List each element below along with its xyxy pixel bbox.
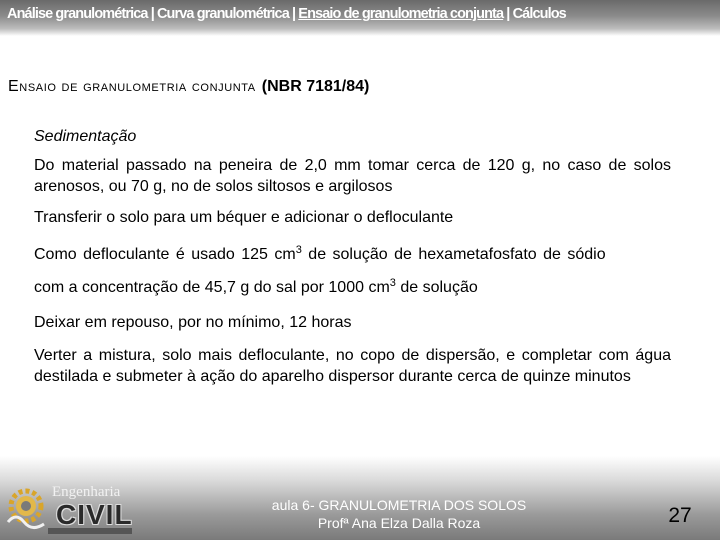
section-subtitle: Sedimentação <box>34 128 137 145</box>
footer-lecture-title: aula 6- GRANULOMETRIA DOS SOLOS <box>271 497 527 513</box>
breadcrumb-item-calculos[interactable]: Cálculos <box>512 6 566 22</box>
paragraph-sample-amount: Do material passado na peneira de 2,0 mm tomar cerca de 120 g, no caso de solos arenosos, ou 70 g, no de solos siltosos e argilosos <box>34 157 671 195</box>
breadcrumb-item-ensaio[interactable]: Ensaio de granulometria conjunta <box>298 6 504 22</box>
text-fragment: com a concentração de 45,7 g do sal por 1000 cm <box>34 279 390 296</box>
paragraph-transfer: Transferir o solo para um béquer e adicionar o defloculante <box>34 209 454 226</box>
paragraph-deflocculant <box>34 244 671 265</box>
text-fragment: Como defloculante é usado 125 cm <box>34 246 296 263</box>
breadcrumb-separator: | <box>147 6 157 22</box>
footer-professor: Profª Ana Elza Dalla Roza <box>317 515 481 531</box>
content-body <box>34 126 671 387</box>
superscript: 3 <box>389 277 396 289</box>
text-fragment: de solução <box>395 279 478 296</box>
logo-text-engenharia: Engenharia <box>52 484 121 500</box>
paragraph-dispersion: Verter a mistura, solo mais defloculante, no copo de dispersão, e completar com água destilada e submeter à ação do aparelho dispersor durante cerca de quinze minutos <box>34 347 671 385</box>
paragraph-concentration <box>34 277 671 298</box>
title-norm: (NBR 7181/84) <box>261 78 370 95</box>
page-title <box>8 78 369 96</box>
text-fragment: de solução de hexametafosfato de sódio <box>301 246 606 263</box>
page-number: 27 <box>668 504 692 527</box>
breadcrumb-item-analise[interactable]: Análise granulométrica <box>7 6 148 22</box>
superscript: 3 <box>295 244 302 256</box>
paragraph-rest: Deixar em repouso, por no mínimo, 12 horas <box>34 314 352 331</box>
title-smallcaps: Ensaio de granulometria conjunta <box>8 78 256 95</box>
footer-course-info <box>250 496 548 532</box>
breadcrumb-separator: | <box>503 6 513 22</box>
breadcrumb <box>7 6 566 28</box>
breadcrumb-item-curva[interactable]: Curva granulométrica <box>156 6 289 22</box>
logo-text-civil: CIVIL <box>56 499 133 530</box>
breadcrumb-separator: | <box>288 6 299 22</box>
